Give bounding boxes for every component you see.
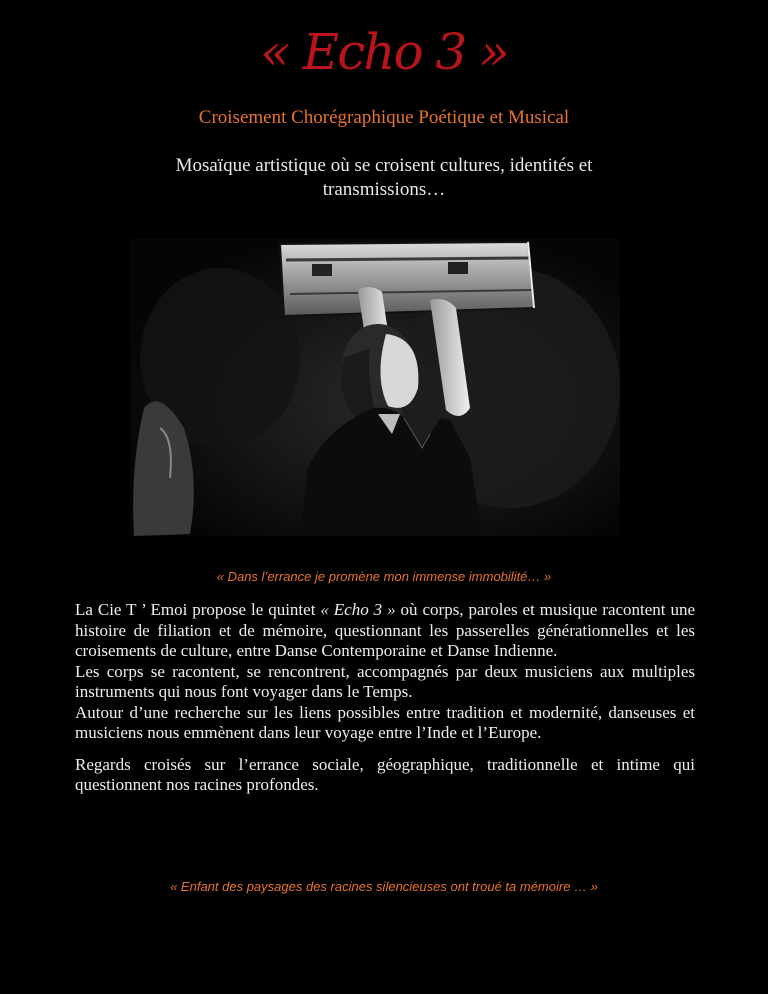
suitcase-icon [280,242,534,316]
quote-one: « Dans l’errance je promène mon immense immobilité… » [216,569,552,584]
body-paragraph-2: Les corps se racontent, se rencontrent, accompagnés par deux musiciens aux multiples instruments qui nous font voyager dans le Temps. [75,661,695,701]
body-p1-prefix: La Cie T ’ Emoi propose le quintet [75,600,321,619]
body-text [75,600,695,796]
dancer-with-suitcase-photo [130,238,620,536]
page-title: « Echo 3 » [260,23,508,81]
body-paragraph-4: Regards croisés sur l’errance sociale, géographique, traditionnelle et intime qui questionnent nos racines profondes. [75,754,695,794]
quote-two: « Enfant des paysages des racines silencieuses ont troué ta mémoire … » [170,879,598,894]
subtitle: Croisement Chorégraphique Poétique et Musical [198,107,570,128]
body-paragraph-3: Autour d’une recherche sur les liens possibles entre tradition et modernité, danseuses et musiciens nous emmènent dans leur voyage entre l’Inde et l’Europe. [75,702,695,742]
intro-text: Mosaïque artistique où se croisent cultures, identités et transmissions… [175,155,593,200]
body-p1-suffix: où corps, paroles et musique racontent une histoire de filiation et de mémoire, questionnant les passerelles générationnelles et les croisements de culture, entre Danse Contemporaine et Danse Indienne. [75,600,696,660]
show-name: « Echo 3 » [320,600,396,619]
body-paragraph-1 [75,600,695,662]
